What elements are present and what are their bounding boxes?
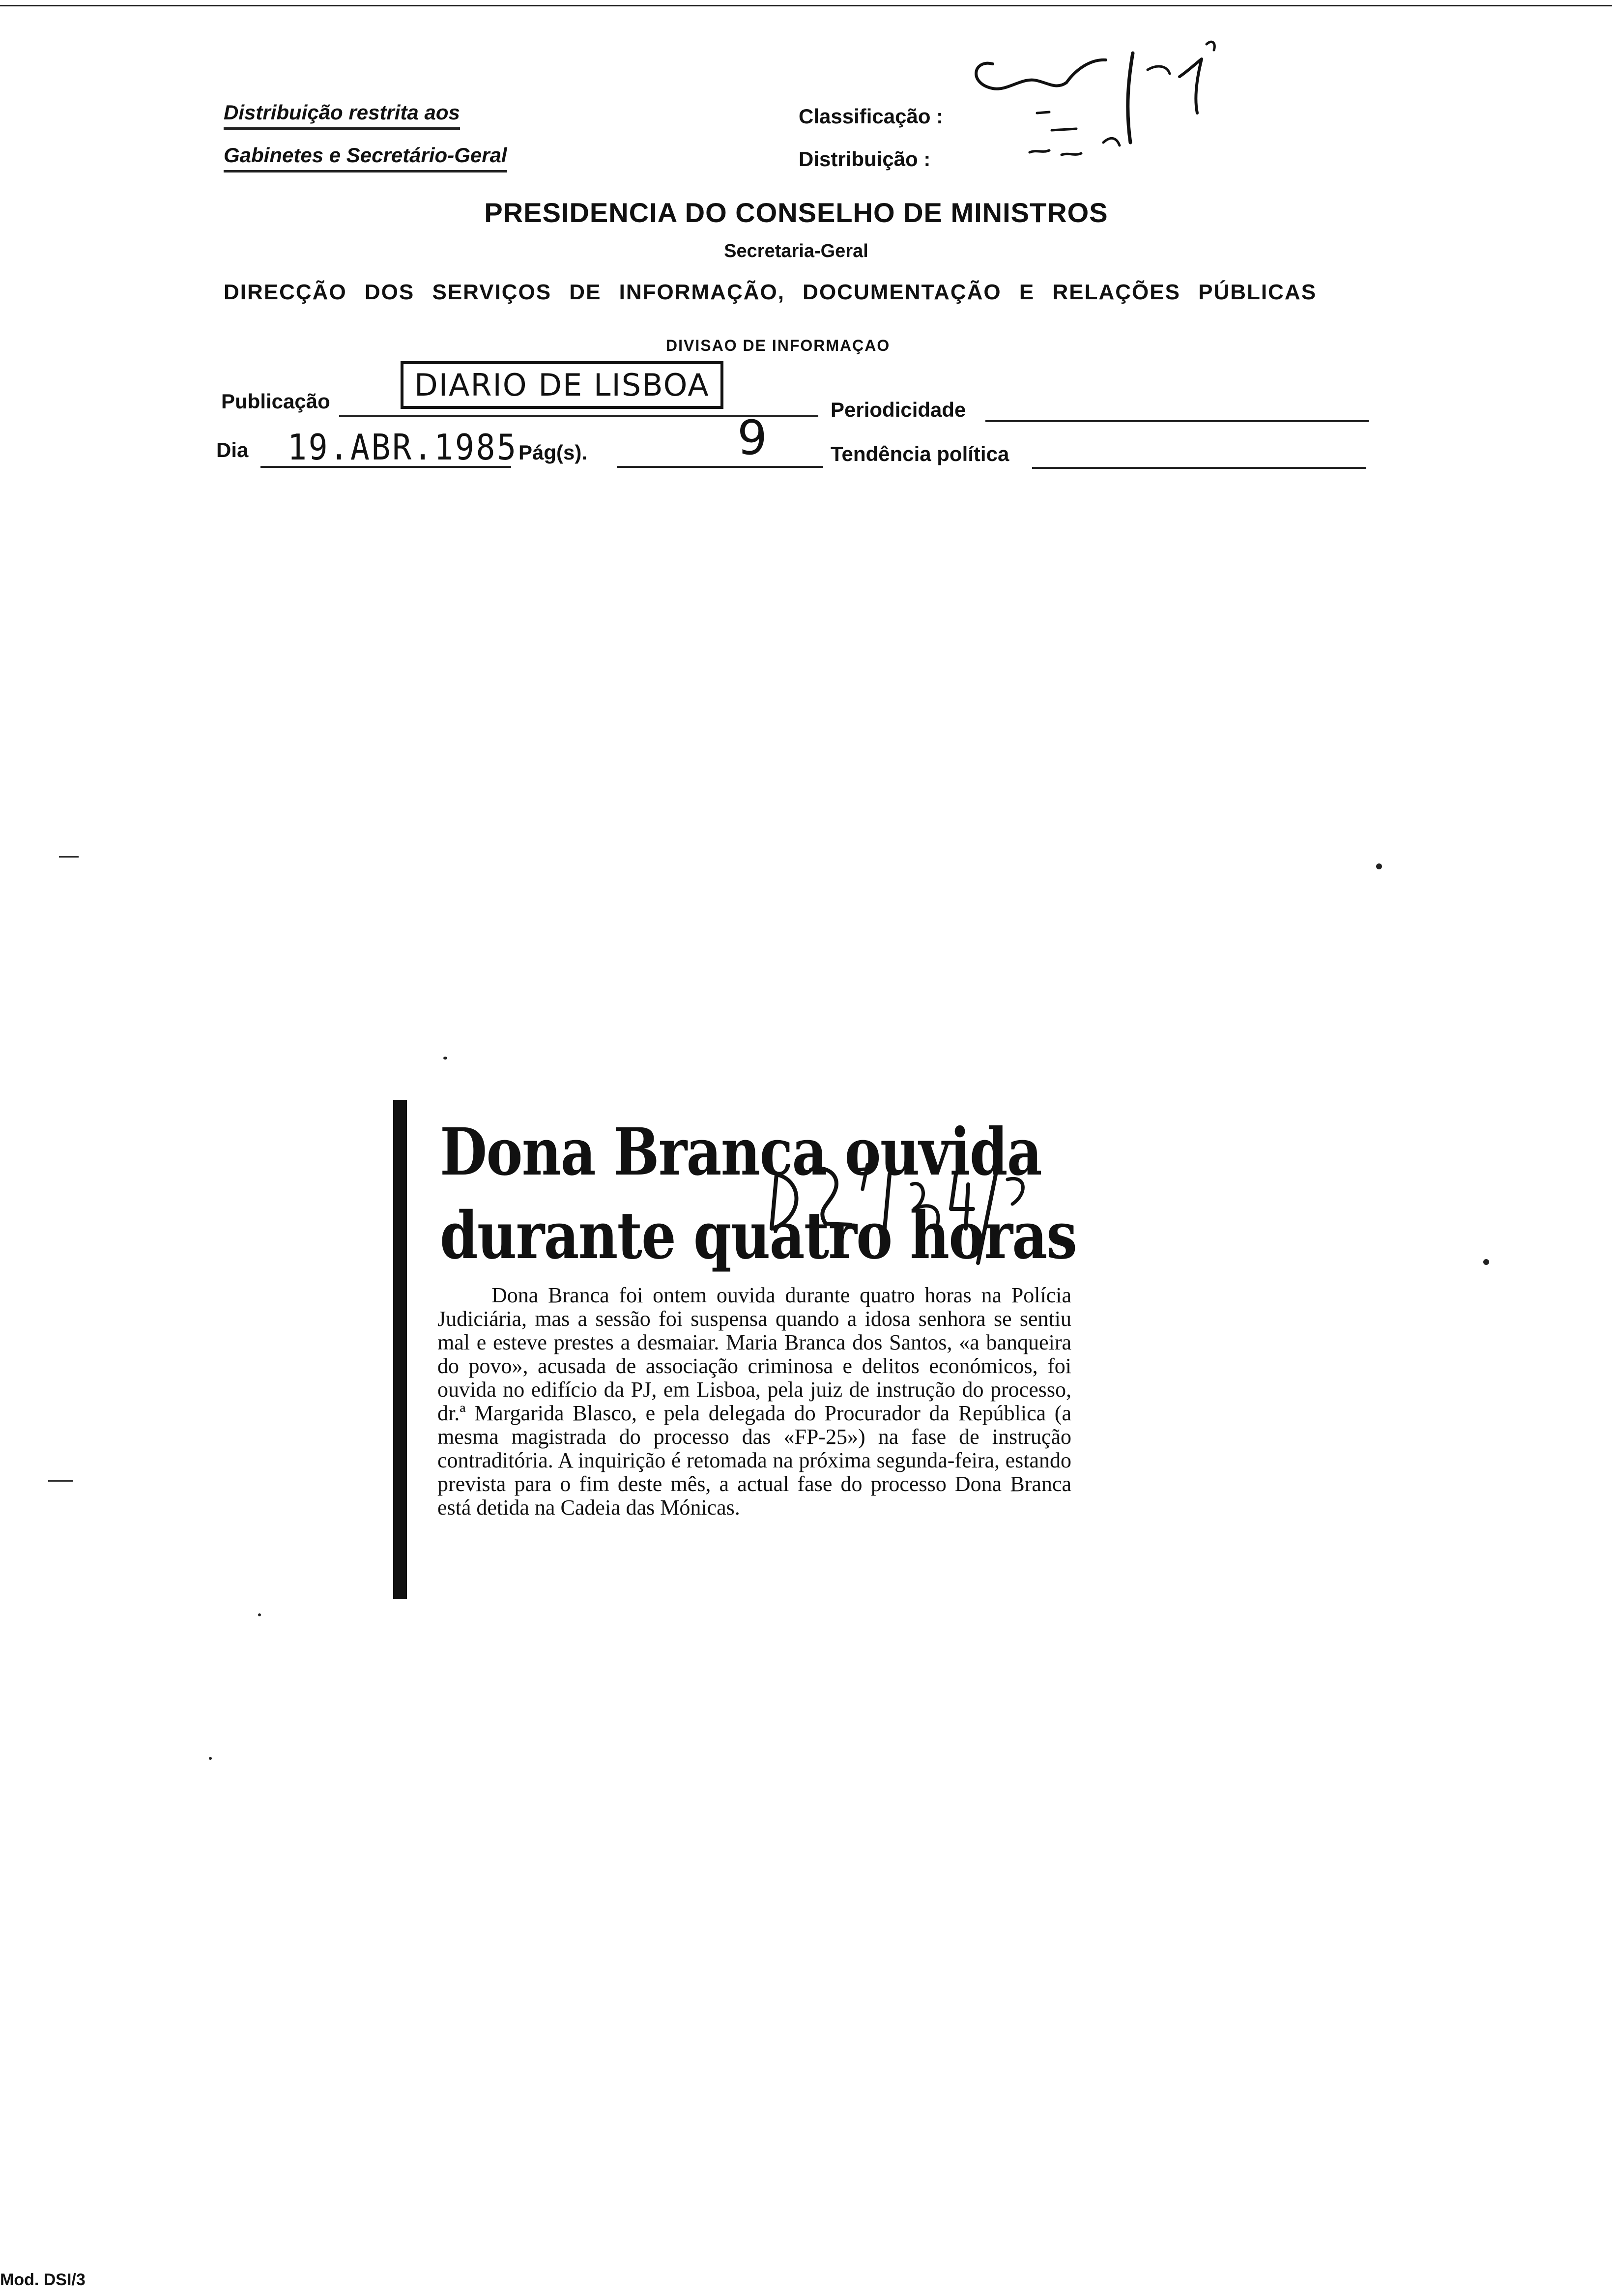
clipping-headline-line2: durante quatro horas bbox=[440, 1198, 1077, 1274]
organization-title: PRESIDENCIA DO CONSELHO DE MINISTROS bbox=[484, 197, 1108, 228]
publication-stamp: DIARIO DE LISBOA bbox=[401, 361, 723, 409]
division-title: DIVISAO DE INFORMAÇAO bbox=[666, 337, 891, 354]
directorate-title: DIRECÇÃO DOS SERVIÇOS DE INFORMAÇÃO, DOCUMENTAÇÃO E RELAÇÕES PÚBLICAS bbox=[224, 280, 1317, 304]
date-annotation-icon bbox=[767, 1155, 1032, 1273]
scan-mark bbox=[59, 856, 79, 858]
clipping-headline-line1: Dona Branca ouvida bbox=[440, 1114, 1041, 1190]
distribution-label: Distribuição : bbox=[799, 147, 931, 171]
distribution-note-line1: Distribuição restrita aos bbox=[224, 101, 460, 130]
day-value: 19.ABR.1985 bbox=[288, 427, 518, 468]
pages-value: 9 bbox=[737, 410, 768, 465]
periodicity-label: Periodicidade bbox=[831, 398, 966, 421]
scan-speck bbox=[209, 1757, 212, 1760]
secretariat-title: Secretaria-Geral bbox=[724, 241, 868, 261]
form-code: Mod. DSI/3 bbox=[0, 2270, 86, 2289]
political-tendency-label: Tendência política bbox=[831, 442, 1009, 465]
pages-label: Pág(s). bbox=[518, 441, 588, 464]
scan-speck bbox=[1483, 1259, 1489, 1265]
publication-label: Publicação bbox=[221, 390, 330, 413]
distribution-note-line2: Gabinetes e Secretário-Geral bbox=[224, 144, 507, 172]
clipping-sidebar-bar bbox=[393, 1100, 407, 1599]
clipping-article-body bbox=[437, 1284, 1071, 1520]
scan-speck bbox=[258, 1613, 261, 1616]
day-label: Dia bbox=[216, 438, 249, 461]
scan-mark bbox=[48, 1480, 73, 1482]
signature-icon bbox=[963, 29, 1238, 177]
classification-label: Classificação : bbox=[799, 105, 944, 128]
periodicity-underline bbox=[985, 420, 1369, 422]
political-tendency-underline bbox=[1032, 467, 1366, 469]
clipping-article-text: Dona Branca foi ontem ouvida durante quatro horas na Polícia Judiciária, mas a sessão foi suspensa quando a idosa senhora se sentiu mal e esteve prestes a desmaiar. Maria Branca dos Santos, «a banqueira do povo», acusada de associação criminosa e delitos económicos, foi ouvida no edifício da PJ, em Lisboa, pela juiz de instrução do processo, dr.ª Margarida Blasco, e pela delegada do Procurador da República (a mesma magistrada do processo das «FP-25») na fase de instrução contraditória. A inquirição é retomada na próxima segunda-feira, estando prevista para o fim deste mês, a actual fase do processo Dona Branca está detida na Cadeia das Mónicas. bbox=[437, 1283, 1071, 1520]
scan-speck bbox=[1376, 863, 1382, 869]
pages-underline bbox=[617, 466, 823, 468]
top-border-rule bbox=[0, 5, 1612, 6]
scan-speck bbox=[443, 1057, 447, 1060]
